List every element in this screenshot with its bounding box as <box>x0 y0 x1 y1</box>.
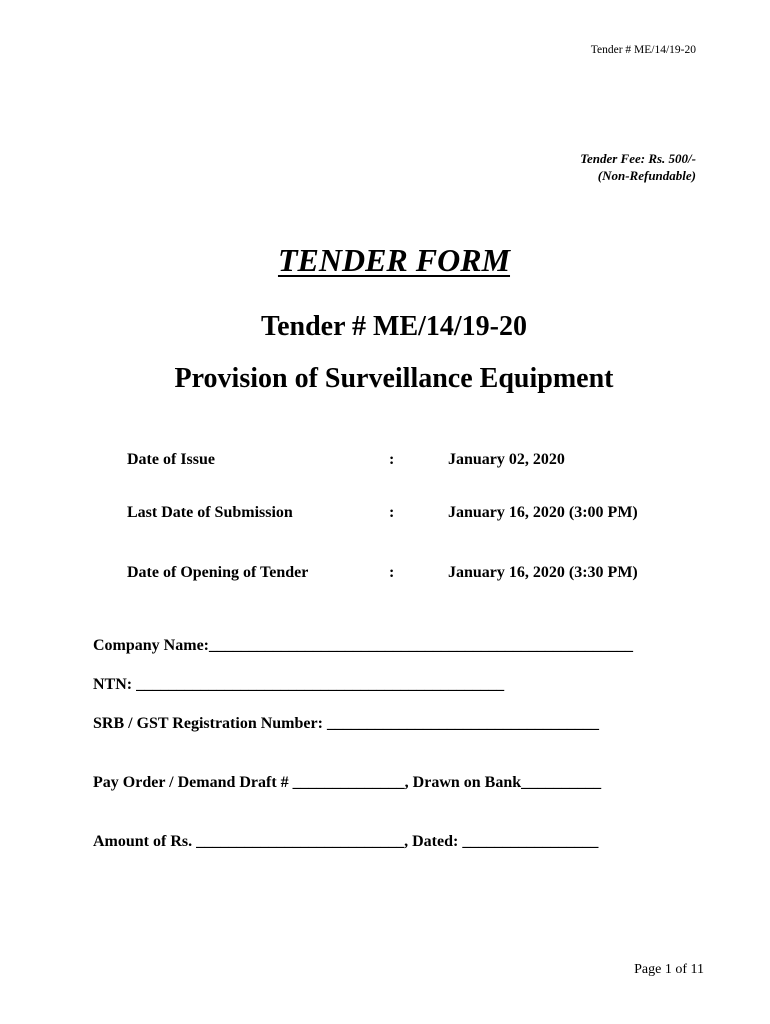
ntn-field: NTN: ______________________________________________ <box>93 676 505 693</box>
schedule-label-opening: Date of Opening of Tender <box>127 564 309 581</box>
schedule-label-issue: Date of Issue <box>127 451 215 468</box>
schedule-label-submission: Last Date of Submission <box>127 504 293 521</box>
tender-fee-amount: Tender Fee: Rs. 500/- <box>580 151 696 166</box>
tender-number-heading: Tender # ME/14/19-20 <box>260 311 527 342</box>
tender-subject-heading: Provision of Surveillance Equipment <box>174 363 614 394</box>
page-number: Page 1 of 11 <box>634 962 704 977</box>
form-title: TENDER FORM <box>277 242 511 278</box>
amount-field: Amount of Rs. __________________________, Dated: _________________ <box>93 833 599 850</box>
srb-gst-registration-field: SRB / GST Registration Number: __________________________________ <box>93 715 599 732</box>
schedule-colon: : <box>389 451 395 468</box>
tender-fee-block <box>580 150 696 184</box>
schedule-value-issue: January 02, 2020 <box>448 451 565 468</box>
schedule-colon: : <box>389 504 395 521</box>
pay-order-field: Pay Order / Demand Draft # ______________, Drawn on Bank__________ <box>93 774 602 791</box>
schedule-value-opening: January 16, 2020 (3:30 PM) <box>448 564 638 581</box>
schedule-colon: : <box>389 564 395 581</box>
company-name-field: Company Name:_____________________________________________________ <box>93 637 633 654</box>
schedule-value-submission: January 16, 2020 (3:00 PM) <box>448 504 638 521</box>
header-tender-reference: Tender # ME/14/19-20 <box>590 44 696 56</box>
tender-fee-note: (Non-Refundable) <box>597 168 696 183</box>
